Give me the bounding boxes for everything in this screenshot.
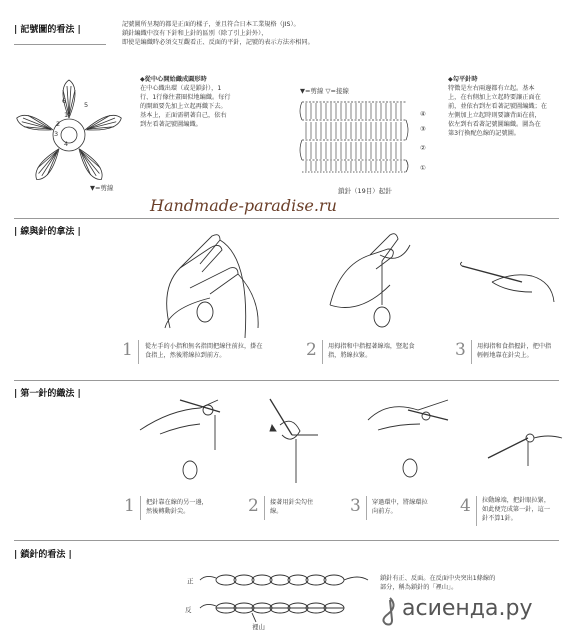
first-step-text xyxy=(270,498,345,516)
step-line: 如此便完成第一針，這一 xyxy=(482,506,551,513)
chain-line: 鎖針有正、反面。在反面中央突出1條線的 xyxy=(380,575,496,582)
ridge-label: 裡山 xyxy=(252,623,265,631)
front-label: 正 xyxy=(187,577,194,585)
step-divider xyxy=(138,340,139,364)
motif-line: 基本上，正面需朝著自己，依右 xyxy=(140,112,227,119)
step-line: 從左手的小指和無名指間把線往前拉，掛在 xyxy=(145,343,263,350)
section-title-chain-reading: | 鎖針的看法 | xyxy=(14,550,72,560)
intro-line: 記號圖所呈現的都是正面的樣子，並且符合日本工業規格（JIS）。 xyxy=(122,21,300,28)
chain-line: 部分，稱為鎖針的「裡山」。 xyxy=(380,584,458,591)
step-divider xyxy=(476,496,477,526)
section-divider xyxy=(14,540,559,541)
motif-line: 到左看著記號圖編織。 xyxy=(140,121,202,128)
step-number: 3 xyxy=(350,496,361,516)
motif-line: 行、1行像往畫圈似地編織。每行 xyxy=(140,94,231,101)
chain-stitch-illustration xyxy=(200,566,370,626)
chain-description xyxy=(380,574,560,592)
first-step-text xyxy=(372,498,457,516)
first-stitch-step3-illustration xyxy=(368,390,458,485)
motif-line: 的開頭要先加上立起再織下去。 xyxy=(140,103,227,110)
round-number: 2 xyxy=(56,120,61,128)
first-stitch-step1-illustration xyxy=(140,390,240,485)
step-line: 用拇指和食指握針，把中指 xyxy=(477,343,552,350)
step-number: 2 xyxy=(248,496,259,516)
intro-line: 即使是編織時必須交互觀看正、反面的平針，記號的表示方法亦相同。 xyxy=(122,39,314,46)
row-number: ③ xyxy=(420,125,426,133)
section-divider xyxy=(14,218,559,219)
first-stitch-step4-illustration xyxy=(488,418,563,468)
step-line: 把針靠在線的另一邊， xyxy=(146,499,208,506)
step-number: 2 xyxy=(306,340,317,360)
round-motif-diagram xyxy=(12,78,127,193)
section-title-holding: | 線與針的拿法 | xyxy=(14,227,81,237)
flat-line: 上，在右側加上立起時要讓正面在 xyxy=(448,94,541,101)
first-step-text xyxy=(482,496,572,523)
step-line: 食指上，然後將線拉到前方。 xyxy=(145,352,226,359)
section-divider xyxy=(14,380,559,381)
back-label: 反 xyxy=(185,606,192,614)
step-line: 穿過環中，將線環拉 xyxy=(372,499,428,506)
step-divider xyxy=(264,496,265,520)
step-line: 拉動線端，把針眼拉緊， xyxy=(482,497,551,504)
step-divider xyxy=(366,496,367,520)
hand-holding-yarn-illustration xyxy=(150,228,290,338)
step-divider xyxy=(140,496,141,520)
motif-title: ◆從中心開始織成圓形時 xyxy=(140,76,207,83)
flat-line: 第3行換配色線的記號圖。 xyxy=(448,130,520,137)
step-line: 接著用針尖勾住 xyxy=(270,499,314,506)
flat-title: ◆勾平針時 xyxy=(448,76,478,83)
step-number: 4 xyxy=(460,496,471,516)
section-title-first-stitch: | 第一針的織法 | xyxy=(14,389,81,399)
first-step-text xyxy=(146,498,241,516)
flat-legend: ▼=剪線 ▽=接線 xyxy=(300,87,349,95)
row-number: ④ xyxy=(420,110,426,118)
intro-line: 鎖針編織中沒有下針和上針的區別（除了引上針外）， xyxy=(122,30,268,37)
row-number: ① xyxy=(420,164,426,172)
round-number: 4 xyxy=(64,140,69,148)
motif-description xyxy=(140,75,280,129)
step-line: 用拇指和中指握著線端，豎起食 xyxy=(328,343,415,350)
flat-line: 前，並依右到左看著記號圖編織；在 xyxy=(448,103,547,110)
round-number: 3 xyxy=(54,130,59,138)
cut-legend: ▼=剪線 xyxy=(90,184,114,192)
flat-line: 左側加上立起時則要讓背面在前， xyxy=(448,112,541,119)
intro-text xyxy=(122,20,422,47)
step-divider xyxy=(471,340,472,364)
step-number: 3 xyxy=(455,340,466,360)
footer-logo-text: асиенда.ру xyxy=(402,596,533,621)
first-stitch-step2-illustration xyxy=(262,395,322,485)
step-line: 指，將線拉緊。 xyxy=(328,352,372,359)
hold-step-text xyxy=(145,342,295,360)
flat-line: 特徵是左右兩邊都有立起。基本 xyxy=(448,85,535,92)
step-line: 線。 xyxy=(270,508,283,515)
section-divider xyxy=(14,44,106,45)
step-number: 1 xyxy=(122,340,133,360)
step-line: 向前方。 xyxy=(372,508,397,515)
step-line: 然後轉動針尖。 xyxy=(146,508,190,515)
hand-holding-hook-illustration xyxy=(462,252,562,312)
step-number: 1 xyxy=(124,496,135,516)
motif-line: 在中心織出環（或是鎖針），1 xyxy=(140,85,222,92)
watermark-text: Handmade-paradise.ru xyxy=(150,196,337,215)
step-line: 針不算1針。 xyxy=(482,515,517,522)
flat-stitch-diagram xyxy=(298,98,410,186)
hold-step-text xyxy=(477,342,569,360)
section-title-symbol-chart: | 記號圖的看法 | xyxy=(14,25,81,35)
round-number: 5 xyxy=(84,101,89,109)
treble-clef-icon xyxy=(376,596,400,626)
chain-count-label: 鎖針（19目）起針 xyxy=(338,187,392,195)
round-number: 1 xyxy=(64,111,69,119)
step-line: 輕輕地靠在針尖上。 xyxy=(477,352,533,359)
footer-logo xyxy=(376,594,566,628)
hold-step-text xyxy=(328,342,448,360)
hand-tensioning-yarn-illustration xyxy=(320,225,420,335)
step-divider xyxy=(322,340,323,364)
flat-line: 依左到右看著記號圖編織。圖為在 xyxy=(448,121,541,128)
round-number: 6 xyxy=(62,97,67,105)
row-number: ② xyxy=(420,144,426,152)
flat-description xyxy=(448,75,568,138)
